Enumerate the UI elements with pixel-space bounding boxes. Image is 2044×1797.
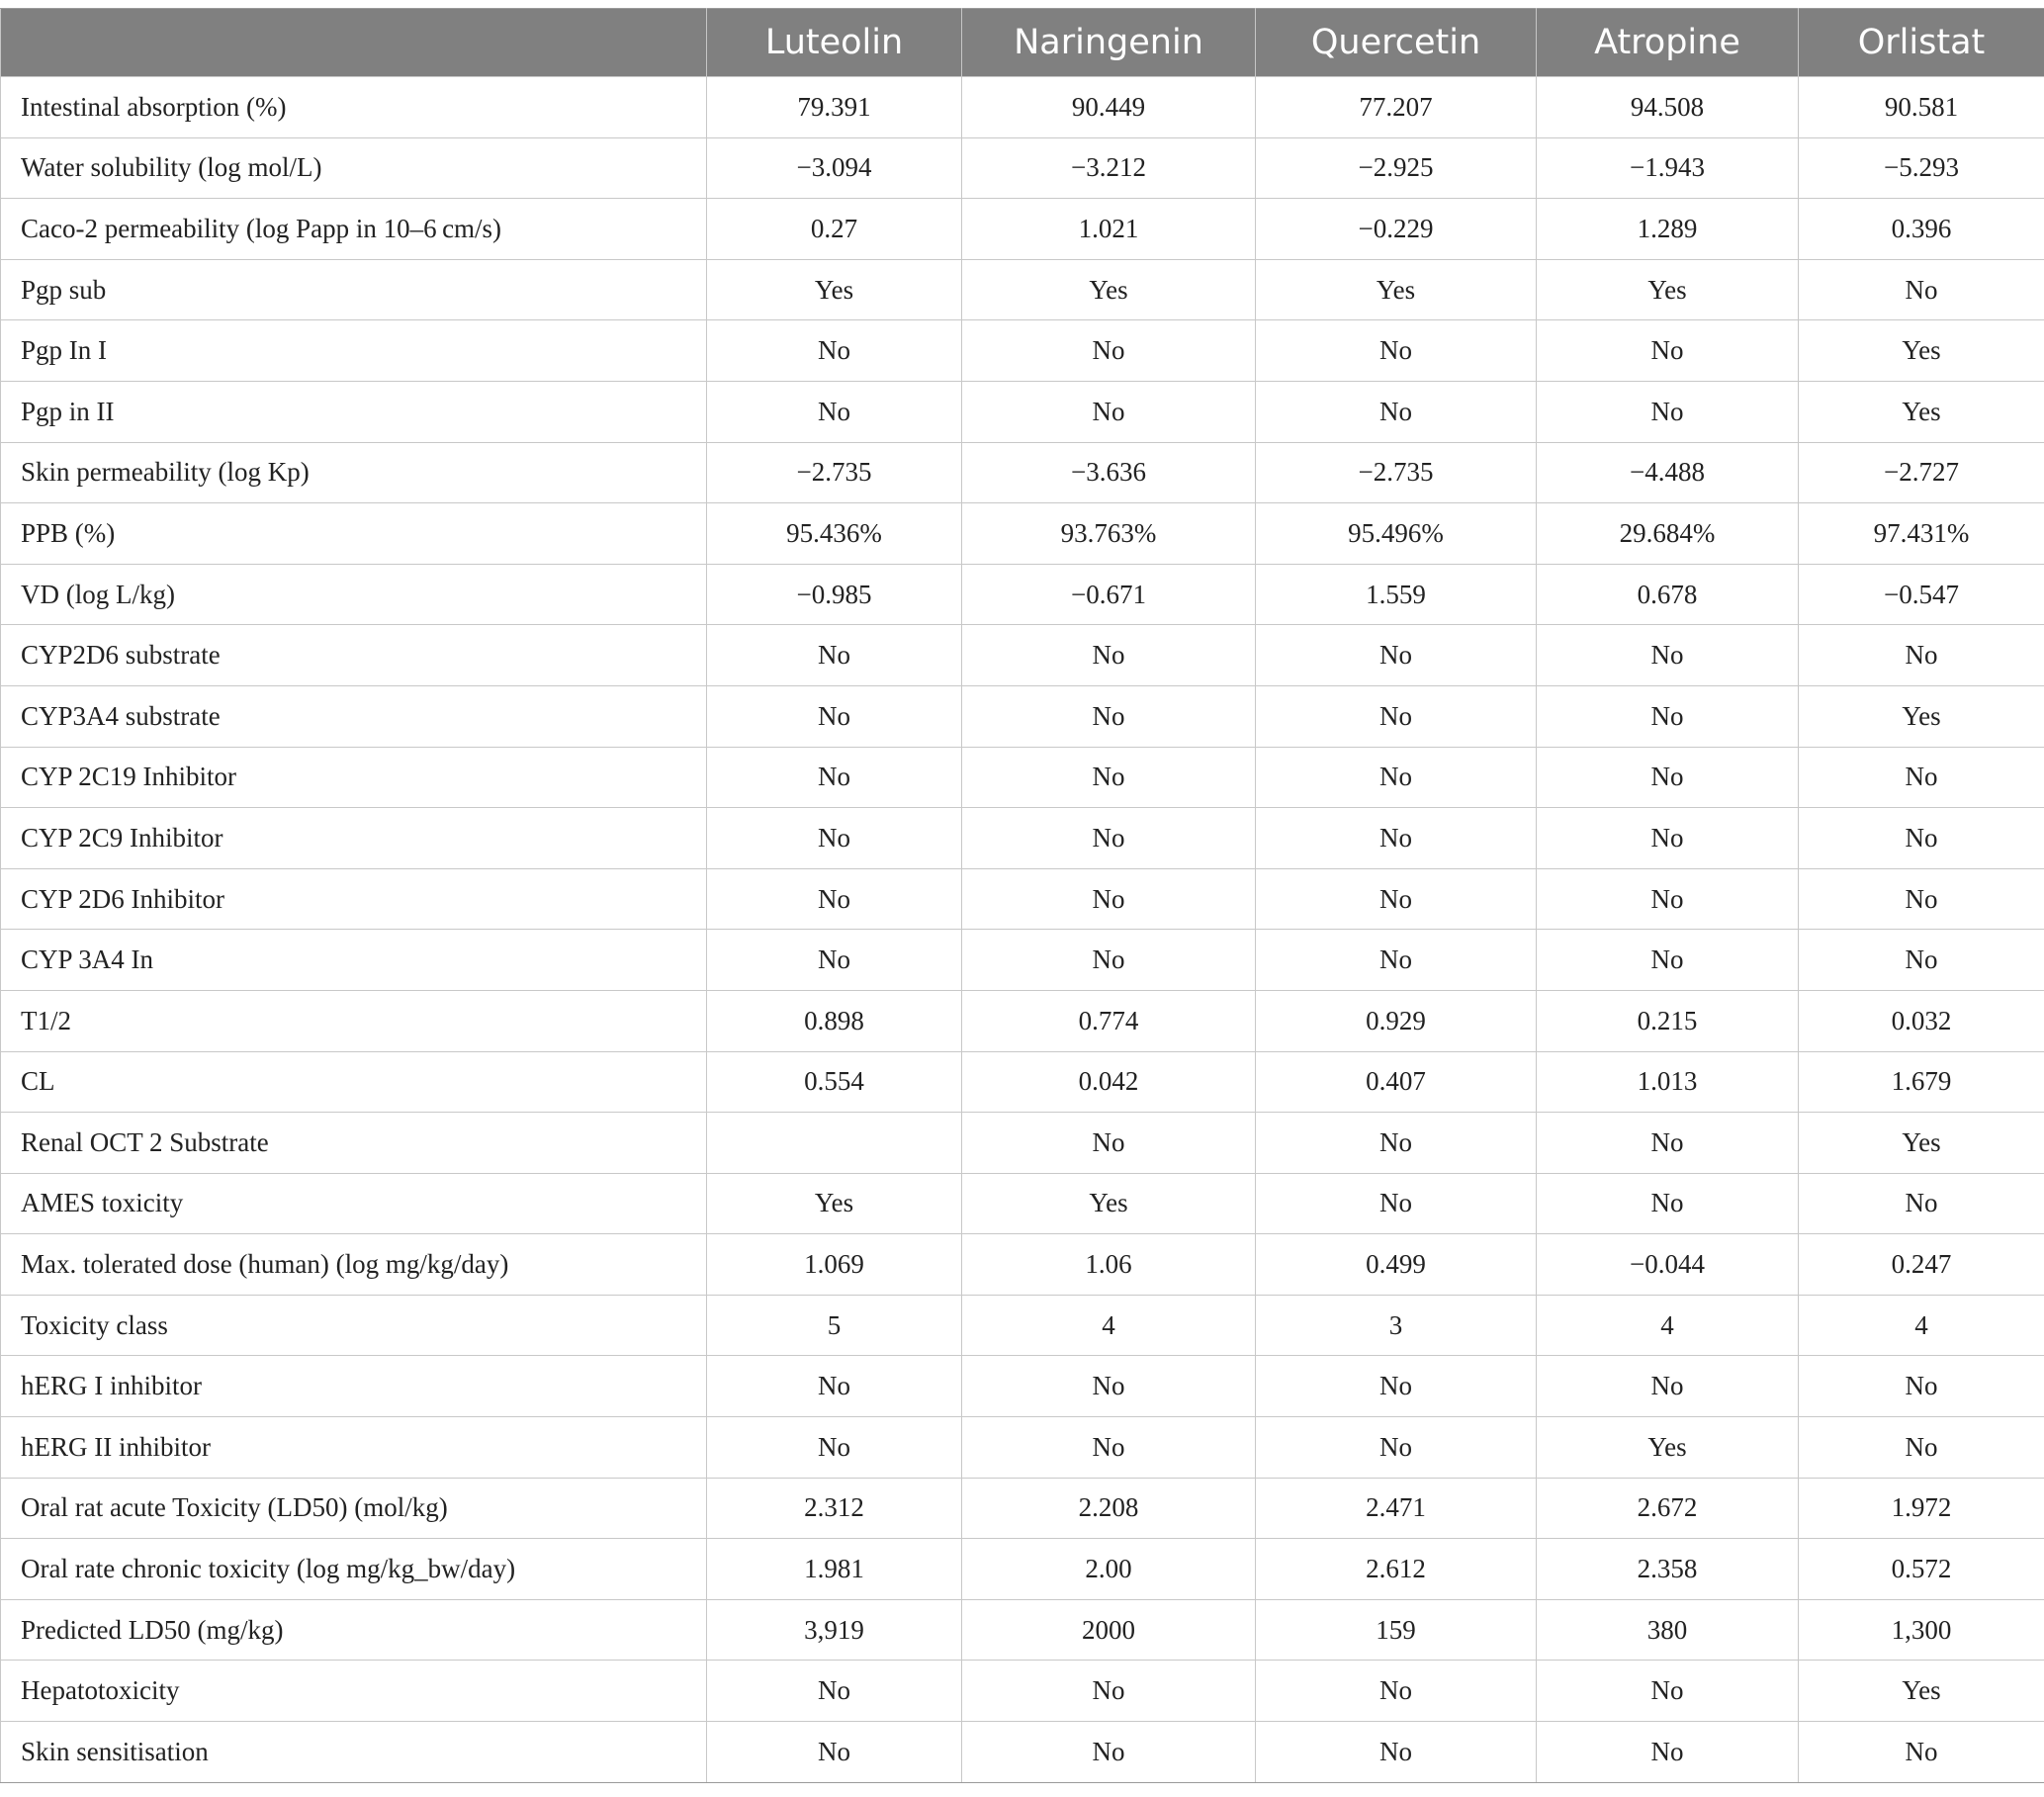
row-label: CYP 2C19 Inhibitor [1, 747, 707, 808]
cell-naringenin: No [962, 1722, 1256, 1783]
cell-atropine: Yes [1537, 1417, 1799, 1479]
cell-atropine: No [1537, 320, 1799, 382]
table-row [1, 1661, 2044, 1722]
cell-naringenin: 1.021 [962, 199, 1256, 260]
header-cell-atropine: Atropine [1537, 9, 1799, 77]
cell-quercetin: −0.229 [1256, 199, 1537, 260]
row-label: Pgp in II [1, 381, 707, 442]
row-label: Water solubility (log mol/L) [1, 137, 707, 199]
cell-quercetin: No [1256, 1173, 1537, 1234]
cell-luteolin: No [707, 930, 962, 991]
cell-luteolin: No [707, 381, 962, 442]
cell-quercetin: 2.612 [1256, 1539, 1537, 1600]
row-label: CL [1, 1051, 707, 1113]
cell-orlistat: No [1799, 868, 2044, 930]
table-row [1, 1234, 2044, 1296]
table-row [1, 381, 2044, 442]
row-label: Predicted LD50 (mg/kg) [1, 1599, 707, 1661]
cell-quercetin: 77.207 [1256, 77, 1537, 138]
cell-atropine: Yes [1537, 259, 1799, 320]
row-label: Max. tolerated dose (human) (log mg/kg/day) [1, 1234, 707, 1296]
cell-naringenin: No [962, 685, 1256, 747]
cell-naringenin: 4 [962, 1295, 1256, 1356]
cell-orlistat: 4 [1799, 1295, 2044, 1356]
cell-orlistat: −0.547 [1799, 564, 2044, 625]
table-row [1, 990, 2044, 1051]
row-label: hERG II inhibitor [1, 1417, 707, 1479]
header-cell-property [1, 9, 707, 77]
cell-naringenin: 2000 [962, 1599, 1256, 1661]
cell-naringenin: 0.774 [962, 990, 1256, 1051]
cell-atropine: 1.013 [1537, 1051, 1799, 1113]
cell-atropine: 94.508 [1537, 77, 1799, 138]
cell-luteolin: 5 [707, 1295, 962, 1356]
cell-atropine: 29.684% [1537, 503, 1799, 565]
cell-orlistat: 90.581 [1799, 77, 2044, 138]
table-row [1, 442, 2044, 503]
cell-atropine: No [1537, 1173, 1799, 1234]
cell-orlistat: 0.247 [1799, 1234, 2044, 1296]
cell-luteolin: No [707, 868, 962, 930]
cell-quercetin: No [1256, 868, 1537, 930]
cell-atropine: No [1537, 808, 1799, 869]
cell-naringenin: 93.763% [962, 503, 1256, 565]
cell-naringenin: No [962, 1113, 1256, 1174]
table-row [1, 1539, 2044, 1600]
cell-quercetin: 3 [1256, 1295, 1537, 1356]
cell-quercetin: No [1256, 1661, 1537, 1722]
table-row [1, 1113, 2044, 1174]
table-row [1, 1478, 2044, 1539]
row-label: CYP 2D6 Inhibitor [1, 868, 707, 930]
cell-atropine: No [1537, 930, 1799, 991]
cell-orlistat: 0.572 [1799, 1539, 2044, 1600]
cell-quercetin: −2.925 [1256, 137, 1537, 199]
cell-luteolin: No [707, 1722, 962, 1783]
cell-atropine: 0.215 [1537, 990, 1799, 1051]
row-label: Renal OCT 2 Substrate [1, 1113, 707, 1174]
row-label: Skin sensitisation [1, 1722, 707, 1783]
row-label: Caco-2 permeability (log Papp in 10–6 cm/s) [1, 199, 707, 260]
table-row [1, 1599, 2044, 1661]
table-header [1, 9, 2044, 77]
cell-naringenin: No [962, 625, 1256, 686]
cell-naringenin: −0.671 [962, 564, 1256, 625]
cell-orlistat: −5.293 [1799, 137, 2044, 199]
cell-naringenin: No [962, 1356, 1256, 1417]
cell-orlistat: No [1799, 930, 2044, 991]
cell-naringenin: 90.449 [962, 77, 1256, 138]
cell-luteolin: 1.981 [707, 1539, 962, 1600]
table-row [1, 320, 2044, 382]
cell-orlistat: No [1799, 808, 2044, 869]
cell-orlistat: Yes [1799, 1113, 2044, 1174]
cell-orlistat: 1.679 [1799, 1051, 2044, 1113]
row-label: Intestinal absorption (%) [1, 77, 707, 138]
cell-quercetin: 1.559 [1256, 564, 1537, 625]
cell-luteolin: No [707, 1356, 962, 1417]
cell-atropine: 1.289 [1537, 199, 1799, 260]
cell-orlistat: Yes [1799, 685, 2044, 747]
cell-naringenin: 0.042 [962, 1051, 1256, 1113]
cell-atropine: −1.943 [1537, 137, 1799, 199]
cell-naringenin: No [962, 381, 1256, 442]
table-row [1, 685, 2044, 747]
cell-atropine: −4.488 [1537, 442, 1799, 503]
table-row [1, 1173, 2044, 1234]
cell-luteolin: No [707, 808, 962, 869]
cell-naringenin: No [962, 808, 1256, 869]
cell-luteolin: No [707, 1661, 962, 1722]
cell-quercetin: 95.496% [1256, 503, 1537, 565]
cell-quercetin: No [1256, 320, 1537, 382]
table-container [0, 8, 2044, 1783]
cell-luteolin: −0.985 [707, 564, 962, 625]
table-body [1, 77, 2044, 1783]
cell-luteolin: 3,919 [707, 1599, 962, 1661]
cell-orlistat: Yes [1799, 1661, 2044, 1722]
cell-orlistat: Yes [1799, 320, 2044, 382]
cell-luteolin: 0.27 [707, 199, 962, 260]
cell-quercetin: No [1256, 1113, 1537, 1174]
table-row [1, 199, 2044, 260]
cell-quercetin: No [1256, 625, 1537, 686]
cell-orlistat: No [1799, 1356, 2044, 1417]
cell-luteolin: 79.391 [707, 77, 962, 138]
row-label: Pgp sub [1, 259, 707, 320]
row-label: Hepatotoxicity [1, 1661, 707, 1722]
cell-quercetin: No [1256, 808, 1537, 869]
cell-luteolin: No [707, 625, 962, 686]
cell-atropine: 4 [1537, 1295, 1799, 1356]
cell-atropine: No [1537, 625, 1799, 686]
cell-naringenin: −3.636 [962, 442, 1256, 503]
table-row [1, 808, 2044, 869]
admet-properties-table [0, 8, 2044, 1783]
table-row [1, 625, 2044, 686]
cell-naringenin: No [962, 1661, 1256, 1722]
header-cell-luteolin: Luteolin [707, 9, 962, 77]
cell-orlistat: No [1799, 1173, 2044, 1234]
cell-quercetin: 0.929 [1256, 990, 1537, 1051]
cell-orlistat: No [1799, 1417, 2044, 1479]
table-row [1, 1051, 2044, 1113]
cell-orlistat: −2.727 [1799, 442, 2044, 503]
cell-luteolin: 1.069 [707, 1234, 962, 1296]
cell-quercetin: 0.407 [1256, 1051, 1537, 1113]
cell-naringenin: No [962, 868, 1256, 930]
table-row [1, 503, 2044, 565]
cell-atropine: No [1537, 868, 1799, 930]
cell-naringenin: No [962, 320, 1256, 382]
cell-atropine: 380 [1537, 1599, 1799, 1661]
cell-atropine: No [1537, 685, 1799, 747]
cell-naringenin: No [962, 1417, 1256, 1479]
row-label: CYP3A4 substrate [1, 685, 707, 747]
cell-orlistat: No [1799, 747, 2044, 808]
cell-orlistat: 0.396 [1799, 199, 2044, 260]
cell-orlistat: No [1799, 1722, 2044, 1783]
cell-luteolin: No [707, 1417, 962, 1479]
cell-quercetin: 159 [1256, 1599, 1537, 1661]
cell-orlistat: 1.972 [1799, 1478, 2044, 1539]
cell-luteolin: No [707, 747, 962, 808]
header-cell-quercetin: Quercetin [1256, 9, 1537, 77]
table-row [1, 1417, 2044, 1479]
header-row [1, 9, 2044, 77]
cell-quercetin: No [1256, 685, 1537, 747]
cell-luteolin: −2.735 [707, 442, 962, 503]
table-row [1, 1356, 2044, 1417]
cell-quercetin: 0.499 [1256, 1234, 1537, 1296]
cell-quercetin: No [1256, 747, 1537, 808]
cell-luteolin: Yes [707, 1173, 962, 1234]
header-cell-orlistat: Orlistat [1799, 9, 2044, 77]
cell-atropine: 0.678 [1537, 564, 1799, 625]
table-row [1, 868, 2044, 930]
cell-naringenin: No [962, 747, 1256, 808]
cell-luteolin: −3.094 [707, 137, 962, 199]
row-label: PPB (%) [1, 503, 707, 565]
row-label: T1/2 [1, 990, 707, 1051]
row-label: VD (log L/kg) [1, 564, 707, 625]
header-cell-naringenin: Naringenin [962, 9, 1256, 77]
cell-atropine: 2.358 [1537, 1539, 1799, 1600]
table-row [1, 930, 2044, 991]
row-label: Toxicity class [1, 1295, 707, 1356]
row-label: AMES toxicity [1, 1173, 707, 1234]
cell-atropine: No [1537, 1356, 1799, 1417]
cell-naringenin: 1.06 [962, 1234, 1256, 1296]
row-label: Skin permeability (log Kp) [1, 442, 707, 503]
cell-naringenin: Yes [962, 1173, 1256, 1234]
row-label: hERG I inhibitor [1, 1356, 707, 1417]
cell-luteolin: No [707, 320, 962, 382]
row-label: Pgp In I [1, 320, 707, 382]
cell-orlistat: 1,300 [1799, 1599, 2044, 1661]
cell-atropine: No [1537, 1113, 1799, 1174]
cell-quercetin: No [1256, 930, 1537, 991]
cell-luteolin: 0.898 [707, 990, 962, 1051]
table-row [1, 259, 2044, 320]
cell-orlistat: No [1799, 625, 2044, 686]
cell-quercetin: No [1256, 381, 1537, 442]
cell-atropine: No [1537, 747, 1799, 808]
cell-naringenin: Yes [962, 259, 1256, 320]
cell-orlistat: No [1799, 259, 2044, 320]
cell-luteolin: 2.312 [707, 1478, 962, 1539]
row-label: Oral rate chronic toxicity (log mg/kg_bw/day) [1, 1539, 707, 1600]
cell-luteolin: No [707, 685, 962, 747]
table-row [1, 137, 2044, 199]
table-row [1, 77, 2044, 138]
row-label: CYP 3A4 In [1, 930, 707, 991]
cell-luteolin: Yes [707, 259, 962, 320]
cell-quercetin: 2.471 [1256, 1478, 1537, 1539]
cell-orlistat: 97.431% [1799, 503, 2044, 565]
cell-orlistat: Yes [1799, 381, 2044, 442]
cell-atropine: −0.044 [1537, 1234, 1799, 1296]
cell-atropine: No [1537, 381, 1799, 442]
row-label: CYP2D6 substrate [1, 625, 707, 686]
cell-atropine: No [1537, 1722, 1799, 1783]
cell-atropine: 2.672 [1537, 1478, 1799, 1539]
cell-quercetin: No [1256, 1417, 1537, 1479]
cell-quercetin: No [1256, 1722, 1537, 1783]
cell-quercetin: Yes [1256, 259, 1537, 320]
table-row [1, 1722, 2044, 1783]
table-row [1, 747, 2044, 808]
cell-orlistat: 0.032 [1799, 990, 2044, 1051]
cell-luteolin: 95.436% [707, 503, 962, 565]
cell-naringenin: −3.212 [962, 137, 1256, 199]
table-row [1, 1295, 2044, 1356]
cell-atropine: No [1537, 1661, 1799, 1722]
cell-luteolin [707, 1113, 962, 1174]
cell-quercetin: −2.735 [1256, 442, 1537, 503]
cell-quercetin: No [1256, 1356, 1537, 1417]
row-label: Oral rat acute Toxicity (LD50) (mol/kg) [1, 1478, 707, 1539]
cell-naringenin: No [962, 930, 1256, 991]
table-row [1, 564, 2044, 625]
row-label: CYP 2C9 Inhibitor [1, 808, 707, 869]
cell-luteolin: 0.554 [707, 1051, 962, 1113]
cell-naringenin: 2.208 [962, 1478, 1256, 1539]
cell-naringenin: 2.00 [962, 1539, 1256, 1600]
